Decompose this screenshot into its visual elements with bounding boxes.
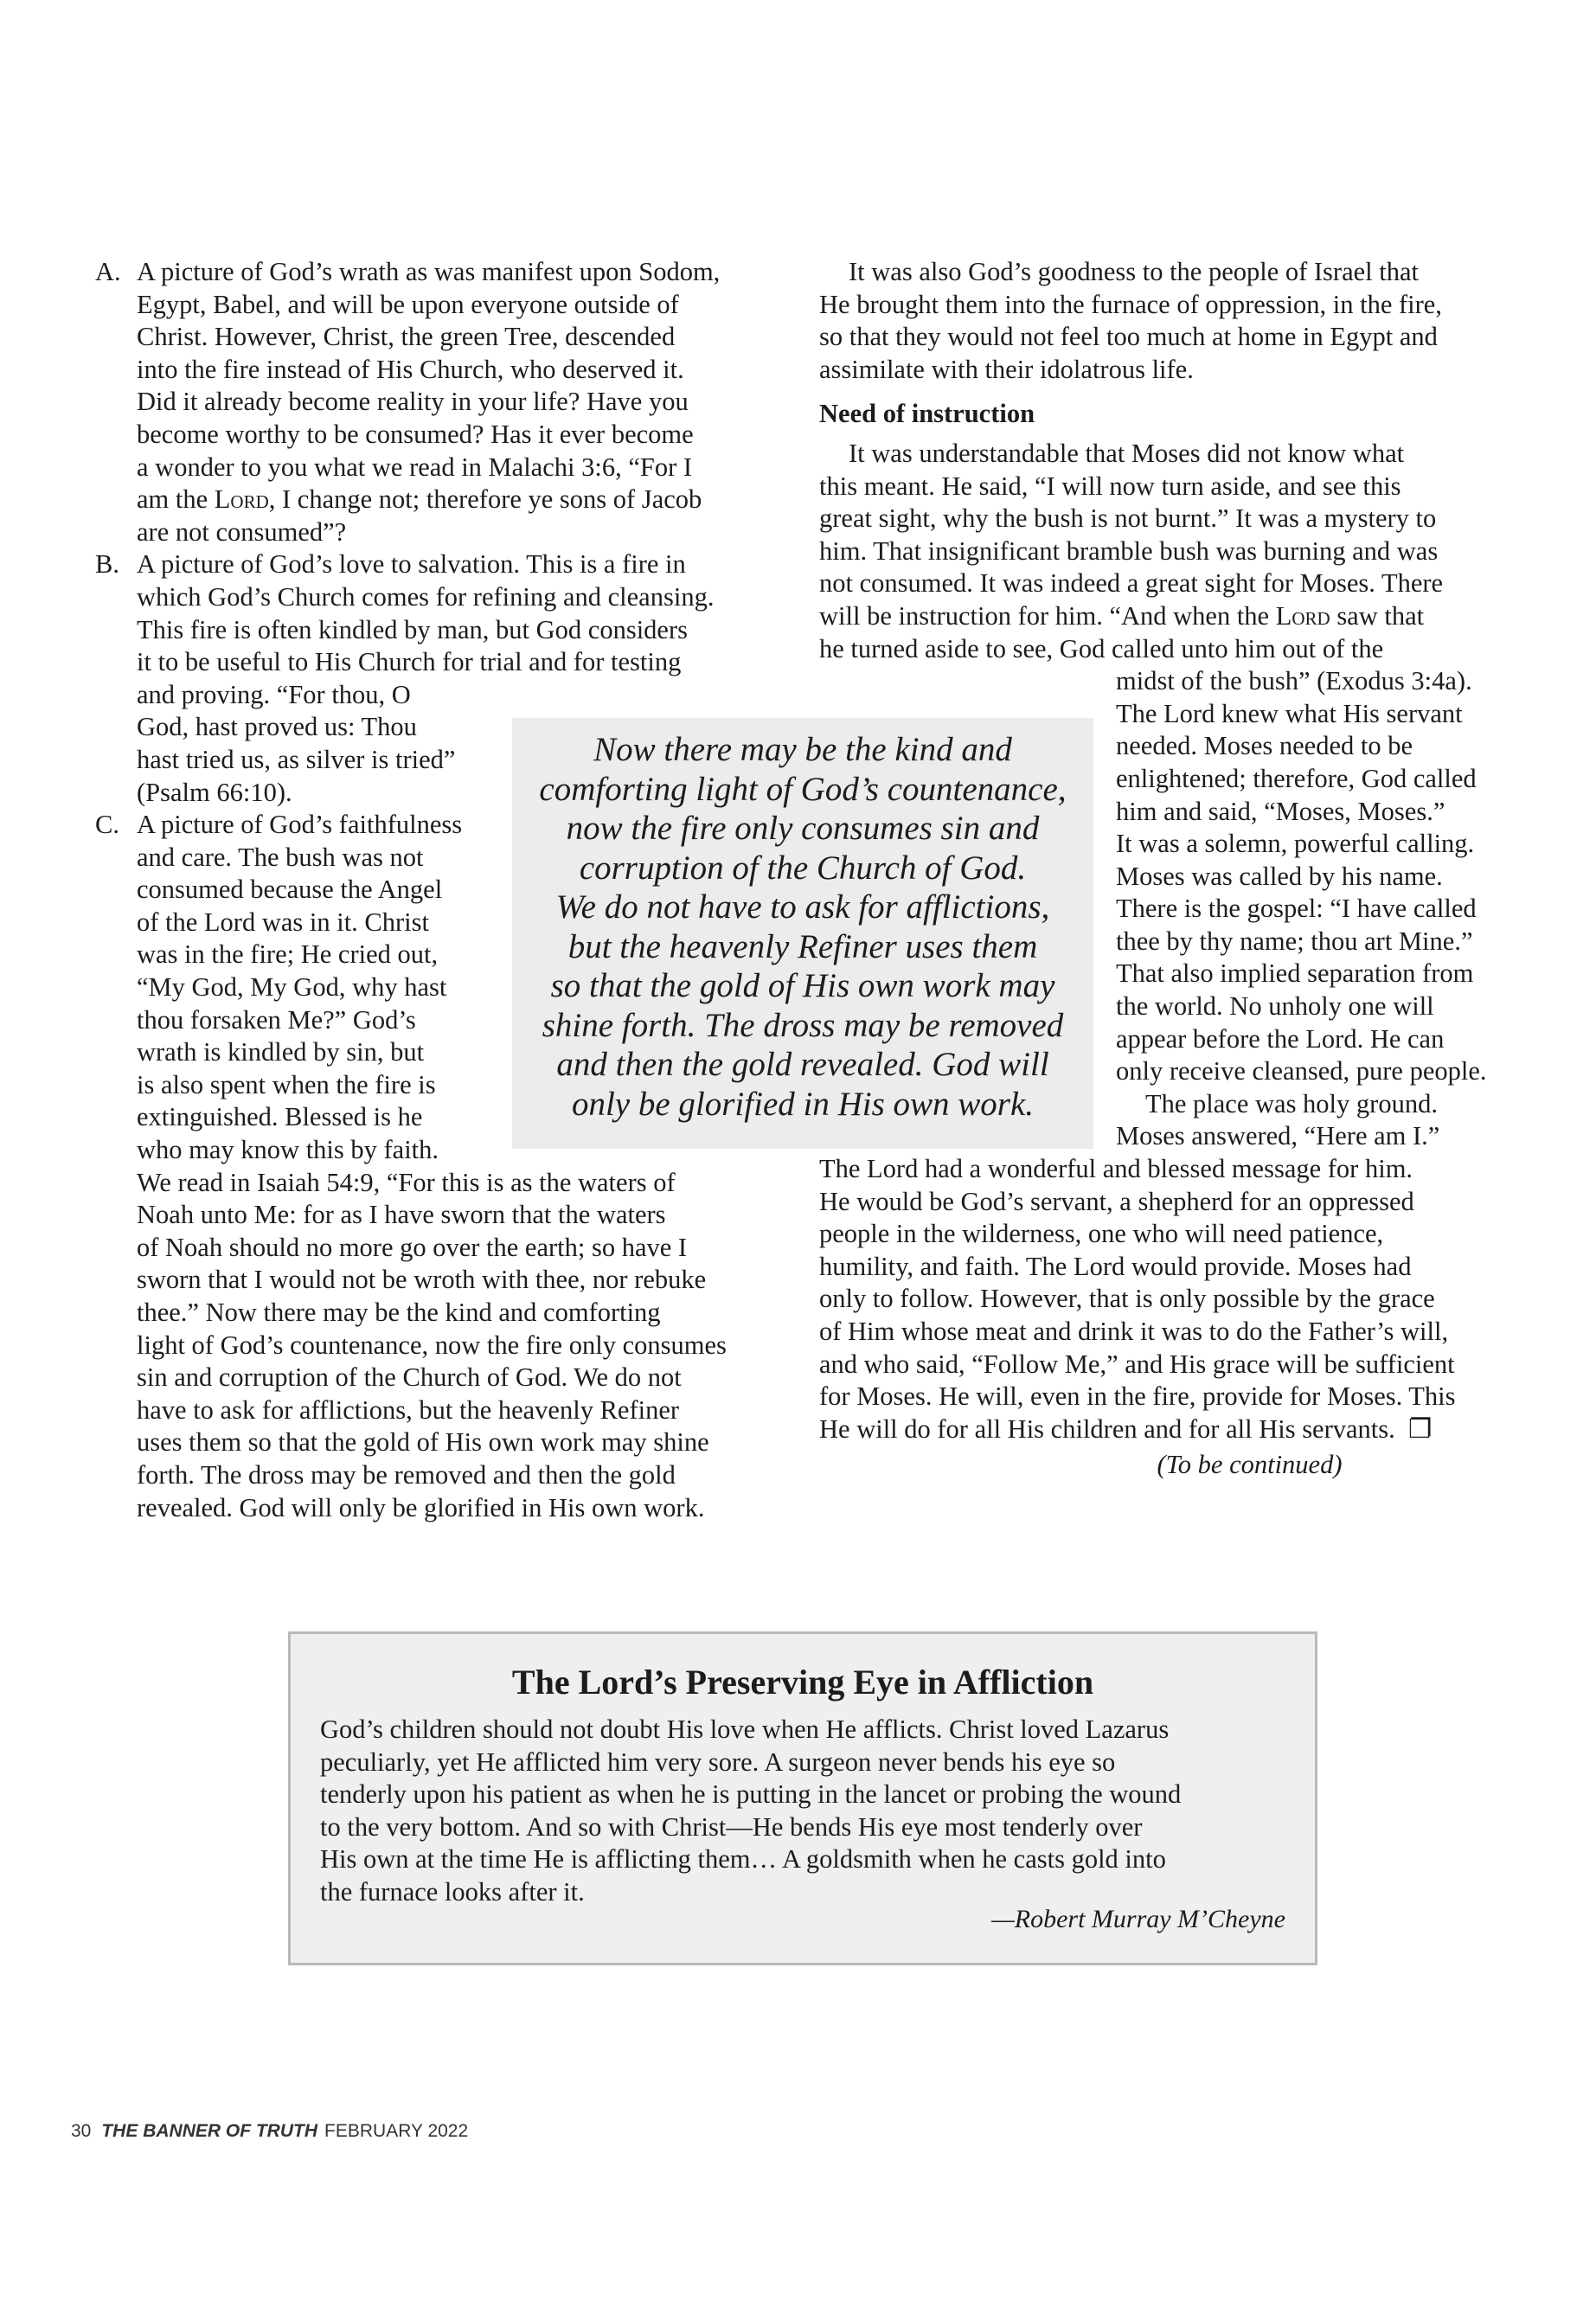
to-be-continued: (To be continued) — [1157, 1450, 1343, 1480]
text-line: That also implied separation from — [1116, 958, 1474, 989]
text-line: for Moses. He will, even in the fire, provide for Moses. This — [819, 1381, 1456, 1412]
pull-quote-line: so that the gold of His own work may — [550, 967, 1055, 1004]
sidebar-attribution: —Robert Murray M’Cheyne — [991, 1905, 1285, 1933]
pull-quote-line: comforting light of God’s countenance, — [539, 770, 1067, 808]
text-fragment: He will do for all His children and for all His servants. — [819, 1413, 1395, 1444]
text-line: “My God, My God, why hast — [137, 972, 447, 1003]
text-fragment: saw that — [1330, 600, 1425, 631]
end-of-article-icon: ❐ — [1408, 1413, 1433, 1444]
text-line: is also spent when the fire is — [137, 1069, 436, 1099]
text-line: not consumed. It was indeed a great sight for Moses. There — [819, 568, 1444, 599]
text-line: midst of the bush” (Exodus 3:4a). — [1116, 666, 1472, 696]
text-line — [819, 1413, 1542, 1446]
text-line: light of God’s countenance, now the fire only consumes — [137, 1330, 727, 1360]
issue-date: FEBRUARY 2022 — [324, 2121, 469, 2141]
text-line: him. That insignificant bramble bush was burning and was — [819, 535, 1439, 566]
text-line: There is the gospel: “I have called — [1116, 894, 1477, 924]
text-line: consumed because the Angel — [137, 875, 443, 905]
text-line — [819, 600, 1542, 633]
text-line — [137, 484, 787, 516]
text-line: him and said, “Moses, Moses.” — [1116, 796, 1445, 826]
list-item-a — [95, 256, 787, 548]
text-line: was in the fire; He cried out, — [137, 939, 439, 970]
text-line: uses them so that the gold of His own work may shine — [137, 1427, 709, 1458]
text-line: A picture of God’s wrath as was manifest upon Sodom, — [137, 257, 721, 286]
list-letter: C. — [95, 810, 119, 840]
text-line: which God’s Church comes for refining and cleansing. — [137, 581, 715, 612]
text-line: The place was holy ground. — [1145, 1088, 1438, 1118]
list-letter: B. — [95, 549, 119, 580]
text-line: It was a solemn, powerful calling. — [1116, 829, 1475, 859]
text-line: become worthy to be consumed? Has it ever become — [137, 419, 694, 449]
pull-quote-line: shine forth. The dross may be removed — [542, 1006, 1064, 1044]
text-line: thee by thy name; thou art Mine.” — [1116, 926, 1473, 956]
text-fragment: , I change not; therefore ye sons of Jacob — [268, 484, 702, 515]
text-line: have to ask for afflictions, but the heavenly Refiner — [137, 1394, 680, 1425]
text-line: He would be God’s servant, a shepherd for an oppressed — [819, 1186, 1414, 1216]
text-line: The Lord knew what His servant — [1116, 698, 1463, 728]
text-line: His own at the time He is afflicting them… A goldsmith when he casts gold into — [320, 1844, 1166, 1875]
publication-name: THE BANNER OF TRUTH — [101, 2121, 318, 2141]
text-line: sin and corruption of the Church of God. We do not — [137, 1362, 682, 1393]
text-line: Christ. However, Christ, the green Tree, descended — [137, 322, 676, 352]
text-line: a wonder to you what we read in Malachi 3:6, “For I — [137, 452, 693, 482]
text-line: only receive cleansed, pure people. — [1116, 1056, 1487, 1086]
text-line: it to be useful to His Church for trial and for testing — [137, 647, 682, 677]
text-line: It was also God’s goodness to the people of Israel that — [849, 257, 1419, 286]
text-line: of Him whose meat and drink it was to do the Father’s will, — [819, 1317, 1449, 1346]
text-line: and proving. “For thou, O — [137, 679, 411, 709]
lord-smallcaps: Lord — [214, 484, 269, 515]
text-line: who may know this by faith. — [137, 1135, 439, 1165]
text-line: and care. The bush was not — [137, 842, 424, 872]
text-line: God’s children should not doubt His love when He afflicts. Christ loved Lazarus — [320, 1715, 1170, 1744]
text-line: humility, and faith. The Lord would provide. Moses had — [819, 1251, 1412, 1281]
text-line: Did it already become reality in your life? Have you — [137, 387, 689, 417]
text-line: appear before the Lord. He can — [1116, 1023, 1445, 1054]
pull-quote — [512, 718, 1093, 1149]
pull-quote-line: Now there may be the kind and — [593, 731, 1012, 768]
page-footer — [71, 2121, 468, 2142]
text-line: great sight, why the bush is not burnt.” It was a mystery to — [819, 503, 1437, 534]
text-line: to the very bottom. And so with Christ—He bends His eye most tenderly over — [320, 1811, 1143, 1842]
text-line: sworn that I would not be wroth with thee, nor rebuke — [137, 1265, 707, 1295]
text-line: hast tried us, as silver is tried” — [137, 744, 456, 774]
text-line: A picture of God’s faithfulness — [137, 810, 463, 840]
sidebar-title: The Lord’s Preserving Eye in Affliction — [511, 1663, 1094, 1702]
sidebar-quote-box — [288, 1631, 1317, 1965]
text-line: this meant. He said, “I will now turn aside, and see this — [819, 471, 1401, 501]
paragraph — [819, 256, 1542, 386]
text-line: tenderly upon his patient as when he is putting in the lancet or probing the wound — [320, 1779, 1182, 1810]
text-line: forth. The dross may be removed and then the gold — [137, 1459, 676, 1490]
pull-quote-line: corruption of the Church of God. — [579, 849, 1027, 887]
text-line: wrath is kindled by sin, but — [137, 1037, 425, 1067]
text-line: of Noah should no more go over the earth; so have I — [137, 1232, 688, 1262]
text-line: revealed. God will only be glorified in His own work. — [137, 1492, 705, 1522]
text-line: the world. No unholy one will — [1116, 991, 1434, 1022]
lord-smallcaps: Lord — [1275, 600, 1330, 631]
text-line: so that they would not feel too much at home in Egypt and — [819, 322, 1438, 352]
text-line: Egypt, Babel, and will be upon everyone outside of — [137, 289, 679, 319]
text-line: It was understandable that Moses did not know what — [849, 438, 1405, 468]
text-line: (Psalm 66:10). — [137, 777, 292, 807]
text-line: enlightened; therefore, God called — [1116, 763, 1477, 793]
sidebar-body — [320, 1714, 1289, 1909]
section-heading: Need of instruction — [819, 399, 1035, 429]
text-line: of the Lord was in it. Christ — [137, 907, 430, 937]
text-line: and who said, “Follow Me,” and His grace will be sufficient — [819, 1349, 1455, 1379]
text-line: We read in Isaiah 54:9, “For this is as the waters of — [137, 1167, 676, 1197]
text-fragment: will be instruction for him. “And when the — [819, 600, 1276, 631]
text-line: God, hast proved us: Thou — [137, 712, 417, 742]
text-line: Noah unto Me: for as I have sworn that the waters — [137, 1200, 666, 1230]
text-line: peculiarly, yet He afflicted him very sore. A surgeon never bends his eye so — [320, 1747, 1116, 1777]
text-line: into the fire instead of His Church, who deserved it. — [137, 354, 684, 384]
page-number: 30 — [71, 2121, 92, 2141]
text-line: A picture of God’s love to salvation. This is a fire in — [137, 549, 686, 580]
text-line: thou forsaken Me?” God’s — [137, 1004, 416, 1035]
text-line: only to follow. However, that is only possible by the grace — [819, 1284, 1435, 1314]
text-line: assimilate with their idolatrous life. — [819, 354, 1194, 384]
text-line: he turned aside to see, God called unto him out of the — [819, 633, 1384, 663]
text-line: The Lord had a wonderful and blessed message for him. — [819, 1154, 1413, 1184]
text-line: He brought them into the furnace of oppression, in the fire, — [819, 289, 1442, 319]
pull-quote-line: only be glorified in His own work. — [571, 1085, 1035, 1123]
pull-quote-line: and then the gold revealed. God will — [556, 1046, 1049, 1083]
wrapped-text — [1116, 665, 1542, 1153]
text-line: thee.” Now there may be the kind and comforting — [137, 1298, 661, 1327]
text-line: people in the wilderness, one who will need patience, — [819, 1219, 1384, 1249]
text-line: needed. Moses needed to be — [1116, 731, 1413, 761]
text-fragment: am the — [137, 484, 215, 515]
text-line: This fire is often kindled by man, but God considers — [137, 614, 689, 644]
pull-quote-line: We do not have to ask for afflictions, — [555, 888, 1050, 926]
pull-quote-line: now the fire only consumes sin and — [566, 810, 1040, 847]
text-line: are not consumed”? — [137, 516, 347, 547]
text-line: the furnace looks after it. — [320, 1876, 585, 1907]
text-line: Moses was called by his name. — [1116, 861, 1443, 891]
text-line: extinguished. Blessed is he — [137, 1102, 423, 1132]
pull-quote-line: but the heavenly Refiner uses them — [567, 927, 1038, 965]
list-letter: A. — [95, 257, 121, 286]
text-line: Moses answered, “Here am I.” — [1116, 1121, 1440, 1151]
